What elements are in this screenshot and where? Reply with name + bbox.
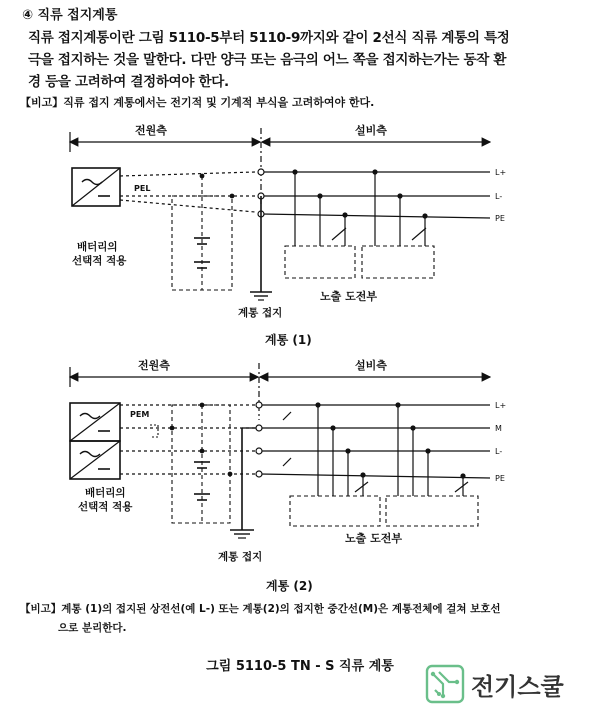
- exposed-part-box-1a: [285, 246, 355, 278]
- equipment-side-label-1: 설비측: [355, 124, 387, 137]
- paragraph-line-2: 극을 접지하는 것을 말한다. 다만 양극 또는 음극의 어느 쪽을 접지하는가는 동작 환: [28, 52, 507, 68]
- line-pe-1: [262, 214, 490, 218]
- power-side-label-1: 전원측: [135, 124, 167, 137]
- caption-system-1: 계통 (1): [265, 333, 312, 347]
- line-lplus-label-1: L+: [495, 168, 507, 177]
- pel-label: PEL: [134, 184, 151, 193]
- line-m-label-2: M: [495, 424, 502, 433]
- battery-label-2a: 배터리의: [85, 487, 126, 499]
- brand-logo-text: 전기스쿨: [471, 672, 564, 701]
- pem-label: PEM: [130, 410, 150, 419]
- figure-caption: 그림 5110-5 TN - S 직류 계통: [206, 659, 394, 674]
- note-top: 【비고】직류 접지 계통에서는 전기적 및 기계적 부식을 고려하여야 한다.: [20, 96, 375, 109]
- diagram-2: [70, 363, 490, 538]
- system-ground-label-1: 계통 접지: [238, 307, 283, 319]
- power-side-label-2: 전원측: [138, 359, 170, 372]
- brand-logo: [425, 664, 564, 704]
- battery-box-2: [172, 405, 230, 523]
- paragraph-line-1: 직류 접지계통이란 그림 5110-5부터 5110-9까지와 같이 2선식 직류 계통의 특정: [28, 30, 510, 46]
- battery-label-2b: 선택적 적용: [78, 501, 133, 513]
- note-bottom-line-2: 으로 분리한다.: [58, 622, 127, 634]
- battery-label-1b: 선택적 적용: [72, 255, 127, 267]
- circuit-board-icon: [425, 664, 465, 704]
- exposed-part-box-2a: [290, 496, 380, 526]
- line-lminus-label-2: L-: [495, 447, 503, 456]
- line-pe-2: [260, 474, 490, 478]
- line-lminus-label-1: L-: [495, 192, 503, 201]
- exposed-part-box-2b: [386, 496, 478, 526]
- system-ground-label-2: 계통 접지: [218, 551, 263, 563]
- exposed-part-box-1b: [362, 246, 434, 278]
- exposed-label-2: 노출 도전부: [345, 532, 402, 545]
- section-heading: ④ 직류 접지계통: [22, 8, 118, 23]
- battery-label-1a: 배터리의: [77, 241, 118, 253]
- caption-system-2: 계통 (2): [266, 579, 313, 593]
- note-bottom-line-1: 【비고】계통 (1)의 접지된 상전선(예 L-) 또는 계통(2)의 접지한 중간선(M)은 계통전체에 걸쳐 보호선: [20, 603, 501, 615]
- line-pe-label-1: PE: [495, 214, 505, 223]
- equipment-side-label-2: 설비측: [355, 359, 387, 372]
- paragraph-line-3: 경 등을 고려하여 결정하여야 한다.: [28, 74, 229, 90]
- exposed-label-1: 노출 도전부: [320, 290, 377, 303]
- line-pe-label-2: PE: [495, 474, 505, 483]
- line-lplus-label-2: L+: [495, 401, 507, 410]
- diagram-1: [70, 128, 490, 300]
